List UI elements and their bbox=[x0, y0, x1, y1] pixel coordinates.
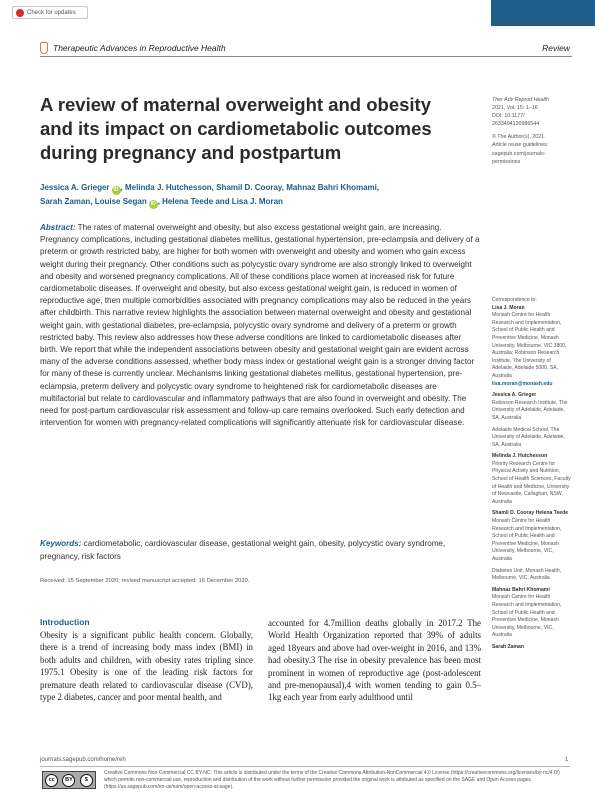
journal-logo-icon bbox=[40, 42, 48, 54]
reuse-guidelines: Article reuse guidelines: bbox=[492, 142, 549, 149]
body-column-right: accounted for 4.7million deaths globally in 2017.2 The World Health Organization reported that 39% of adults aged 18years and above had over-weight in 2016, and 13% had obesity.3 The rise in obesity prevalence has been most prominent in women of reproductive age (post-adolescent and pre-menopausal),4 with women tending to gain 0.5–1kg each year from early adulthood until bbox=[268, 618, 481, 703]
copyright: © The Author(s), 2021. bbox=[492, 134, 546, 141]
orcid-icon[interactable]: iD bbox=[113, 187, 119, 193]
author-text: , Helena Teede and Lisa J. Moran bbox=[157, 197, 283, 206]
orcid-icon[interactable]: iD bbox=[150, 201, 156, 207]
abstract-text: The rates of maternal overweight and obesity, but also excess gestational weight gain, are increasing. Pregnancy complications, including gestational diabetes mellitus, gestational hypertension, pre-eclampsia and delivery of a preterm or growth restricted baby, are higher for both women with overweight and obesity and women who gain excess weight during their pregnancy. Other conditions such as polycystic ovary syndrome are also strongly linked to overweight and obesity and worsened pregnancy complications. All of these conditions place women at increased risk for future cardiometabolic diseases. If overweight and obesity, but also excess gestational weight gain, is reduced in women of reproductive age, then multiple comorbidities associated with pregnancy complications may also be reduced in the years after childbirth. This narrative review highlights the association between maternal overweight and obesity and gestational weight gain, with gestational diabetes, pre-eclampsia, polycystic ovary syndrome and delivery of a preterm or growth restricted baby. This review also addresses how these adverse conditions are linked to cardiometabolic diseases after birth. We report that while the independent associations between obesity and gestational weight gain are evident across many of the adverse conditions assessed, whether body mass index or gestational weight gain is a stronger driving factor for many of these is currently unclear. Mechanisms linking gestational diabetes mellitus, gestational hypertension, pre-eclampsia, preterm delivery and polycystic ovary syndrome to heightened risk for cardiometabolic diseases are multifactorial but relate to cardiovascular and inflammatory pathways that are also found in overweight and obesity. The need for post-partum cardiovascular risk assessment and follow-up care remains overlooked. Such early detection and intervention for women with pregnancy-related complications will significantly attenuate risk for cardiovascular disease. bbox=[40, 223, 480, 428]
affiliation-name: Melinda J. Hutchesson bbox=[492, 453, 548, 460]
cc-license-badge[interactable] bbox=[42, 771, 96, 789]
title-line: A review of maternal overweight and obesity bbox=[40, 94, 432, 115]
journal-header bbox=[40, 42, 572, 57]
attribution-icon: BY bbox=[62, 774, 75, 787]
article-metadata bbox=[492, 96, 572, 166]
correspondence-label: Correspondence to: bbox=[492, 297, 537, 303]
affiliation-text: Monash Centre for Health Research and Implementation, School of Public Health and Preventive Medicine, Monash University, Melbourne, VIC, Australia bbox=[492, 594, 562, 639]
footer-divider bbox=[40, 766, 570, 767]
reuse-link[interactable]: sagepub.com/journals- bbox=[492, 150, 546, 157]
volume-info: 2021, Vol. 15: 1–16 bbox=[492, 105, 538, 112]
page-number: 1 bbox=[565, 757, 569, 763]
article-title bbox=[40, 93, 480, 165]
author-text: , Melinda J. Hutchesson, Shamil D. Cooray, Mahnaz Bahri Khomami, bbox=[120, 183, 380, 192]
introduction-heading: Introduction bbox=[40, 617, 90, 627]
abstract bbox=[40, 222, 480, 429]
affiliation-name: Sarah Zaman bbox=[492, 643, 524, 650]
article-type: Review bbox=[542, 43, 570, 53]
crossmark-icon bbox=[16, 9, 24, 17]
affiliation-text: Diabetes Unit, Monash Health, Melbourne, VIC, Australia bbox=[492, 567, 562, 582]
license-text: Creative Commons Non Commercial CC BY-NC: This article is distributed under the terms of the Creative Commons Attribution-NonCommercial 4.0 License (https://creativecommons.org/licenses/by-nc/4.0/) which permits non-commercial use, reproduction and distribution of the work without further permission provided the original work is attributed as specified on the SAGE and Open Access pages (https://us.sagepub.com/en-us/nam/open-access-at-sage). bbox=[104, 770, 560, 790]
affiliation-name: Shamil D. Cooray Helena Teede bbox=[492, 510, 569, 517]
journal-name: Therapeutic Advances in Reproductive Health bbox=[53, 43, 226, 53]
check-for-updates-badge[interactable] bbox=[12, 6, 88, 19]
keywords bbox=[40, 538, 480, 563]
received-dates: Received: 15 September 2020; revised manuscript accepted: 16 December 2020. bbox=[40, 578, 250, 584]
journal-abbrev: Ther Adv Reprod Health bbox=[492, 97, 549, 103]
keywords-text: cardiometabolic, cardiovascular disease, gestational weight gain, obesity, polycystic ovary syndrome, pregnancy, risk factors bbox=[40, 539, 446, 561]
affiliation-text: Adelaide Medical School, The University of Adelaide, Adelaide, SA, Australia bbox=[492, 426, 565, 448]
title-line: during pregnancy and postpartum bbox=[40, 142, 342, 163]
corresponding-author: Lisa J. Moran bbox=[492, 304, 525, 311]
noncommercial-icon: $ bbox=[80, 774, 93, 787]
author-list bbox=[40, 181, 480, 209]
abstract-label: Abstract: bbox=[40, 223, 76, 232]
title-line: and its impact on cardiometabolic outcomes bbox=[40, 118, 432, 139]
email-link[interactable]: lisa.moran@monash.edu bbox=[492, 380, 553, 387]
author-text: Sarah Zaman, Louise Segan bbox=[40, 197, 147, 206]
affiliation-name: Jessica A. Grieger bbox=[492, 392, 537, 399]
affiliation-text: Priority Research Centre for Physical Activity and Nutrition, School of Health Sciences, Faculty of Health and Medicine, University of Newcastle, Callaghan, NSW, Australia bbox=[492, 460, 571, 505]
check-for-updates-label: Check for updates bbox=[27, 9, 76, 16]
body-column-left: Obesity is a significant public health concern. Globally, there is a trend of increasing body mass index (BMI) in both adults and children, with obesity rates tripling since 1975.1 Obesity is one of the leading risk factors for premature death related to cardiovascular disease (CVD), type 2 diabetes, cancer and poor mental health, and bbox=[40, 630, 253, 703]
cc-icon: cc bbox=[45, 774, 58, 787]
correspondence-sidebar bbox=[492, 297, 572, 652]
author-text: Jessica A. Grieger bbox=[40, 183, 110, 192]
affiliation-text: Robinson Research Institute, The University of Adelaide, Adelaide, SA, Australia bbox=[492, 399, 568, 421]
reuse-link[interactable]: permissions bbox=[492, 158, 521, 165]
doi-number[interactable]: 2633494120986544 bbox=[492, 121, 540, 128]
affiliation-name: Mahnaz Bahri Khomami bbox=[492, 586, 550, 593]
journal-url[interactable]: journals.sagepub.com/home/reh bbox=[40, 757, 126, 763]
keywords-label: Keywords: bbox=[40, 539, 82, 548]
doi-label[interactable]: DOI: 10.1177/ bbox=[492, 113, 525, 120]
corresponding-address: Monash Centre for Health Research and Implementation, School of Public Health and Preventive Medicine, Monash University, Melbourne, VIC 3800, Australia; Robinson Research Institute, The University of Adelaide, Adelaide 5000, SA, Australia bbox=[492, 312, 567, 379]
affiliation-text: Monash Centre for Health Research and Implementation, School of Public Health and Preventive Medicine, Monash University, Melbourne, VIC, Australia bbox=[492, 518, 562, 562]
corner-color-block bbox=[491, 0, 595, 26]
